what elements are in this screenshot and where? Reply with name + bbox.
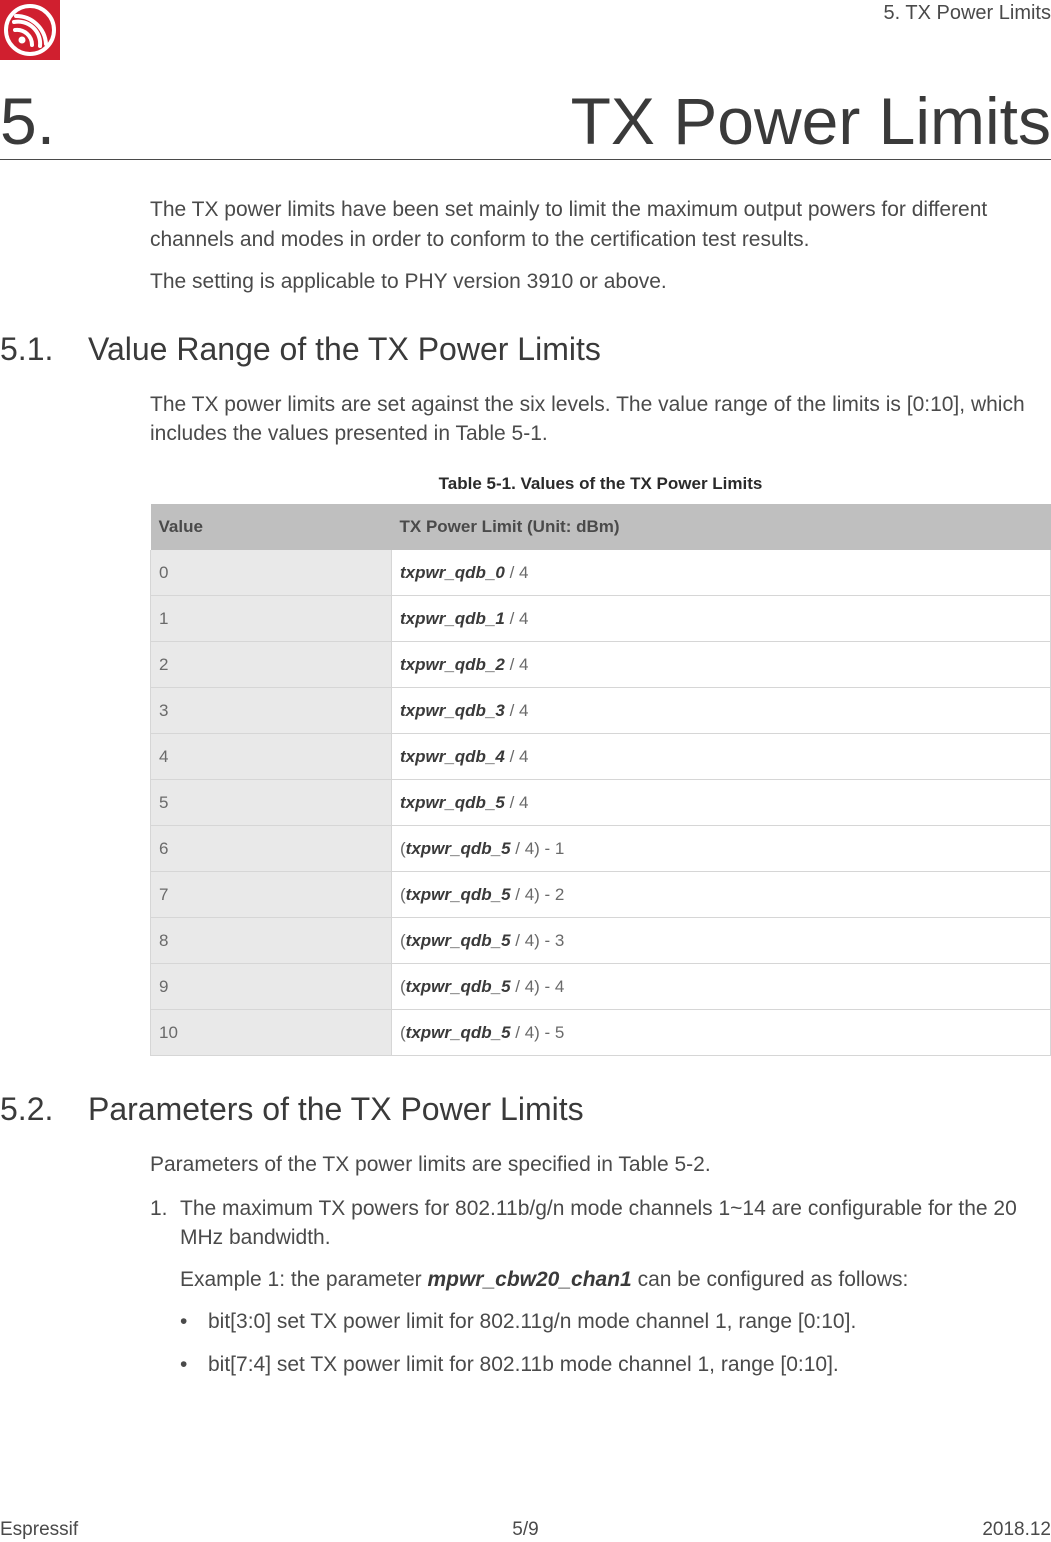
limit-suffix: / 4 — [504, 700, 529, 720]
table-row — [151, 780, 1051, 826]
table-cell-limit — [392, 550, 1051, 596]
limit-suffix: / 4 — [504, 608, 529, 628]
limit-suffix: / 4 — [504, 654, 529, 674]
table-cell-limit — [392, 964, 1051, 1010]
table-cell-value: 7 — [151, 872, 392, 918]
limit-variable: txpwr_qdb_0 — [400, 562, 505, 582]
limit-variable: txpwr_qdb_2 — [400, 654, 505, 674]
tx-power-limits-table — [150, 504, 1051, 1056]
section-2-paragraph: Parameters of the TX power limits are specified in Table 5-2. — [150, 1153, 711, 1176]
table-cell-limit — [392, 688, 1051, 734]
limit-variable: txpwr_qdb_5 — [405, 976, 511, 996]
espressif-logo-icon — [0, 0, 60, 60]
table-cell-value: 3 — [151, 688, 392, 734]
table-cell-value: 9 — [151, 964, 392, 1010]
limit-variable: txpwr_qdb_3 — [400, 700, 505, 720]
section-1-title: Value Range of the TX Power Limits — [88, 331, 601, 367]
intro-paragraph-1: The TX power limits have been set mainly to limit the maximum output powers for different channels and modes in order to conform to the certification test results. — [150, 198, 988, 251]
limit-prefix: ( — [400, 930, 406, 950]
table-cell-value: 2 — [151, 642, 392, 688]
table-row — [151, 642, 1051, 688]
espressif-logo — [0, 0, 60, 60]
table-caption: Table 5-1. Values of the TX Power Limits — [438, 474, 763, 493]
table-cell-limit — [392, 734, 1051, 780]
table-header-limit: TX Power Limit (Unit: dBm) — [392, 504, 1051, 550]
table-cell-value: 0 — [151, 550, 392, 596]
limit-suffix: / 4) - 2 — [510, 884, 565, 904]
table-cell-limit — [392, 780, 1051, 826]
limit-prefix: ( — [400, 976, 406, 996]
bullet-item: bit[7:4] set TX power limit for 802.11b mode channel 1, range [0:10]. — [208, 1353, 839, 1376]
intro-paragraph-2: The setting is applicable to PHY version 3910 or above. — [150, 270, 667, 293]
section-2-title: Parameters of the TX Power Limits — [88, 1091, 584, 1127]
bullet-marker: • — [180, 1310, 188, 1333]
limit-suffix: / 4) - 4 — [510, 976, 565, 996]
table-cell-value: 4 — [151, 734, 392, 780]
table-row — [151, 734, 1051, 780]
limit-suffix: / 4) - 5 — [510, 1022, 565, 1042]
table-row — [151, 826, 1051, 872]
table-row — [151, 918, 1051, 964]
table-cell-limit — [392, 872, 1051, 918]
table-row — [151, 964, 1051, 1010]
example-paragraph — [180, 1265, 1048, 1294]
chapter-number: 5. — [0, 84, 56, 158]
limit-prefix: ( — [400, 884, 406, 904]
bullet-item: bit[3:0] set TX power limit for 802.11g/n mode channel 1, range [0:10]. — [208, 1310, 857, 1333]
footer-company: Espressif — [0, 1519, 79, 1540]
example-parameter: mpwr_cbw20_chan1 — [427, 1268, 632, 1291]
chapter-divider — [0, 159, 1051, 160]
table-row — [151, 1010, 1051, 1056]
table-cell-value: 10 — [151, 1010, 392, 1056]
limit-variable: txpwr_qdb_5 — [400, 792, 505, 812]
limit-suffix: / 4 — [504, 562, 529, 582]
limit-variable: txpwr_qdb_4 — [400, 746, 505, 766]
table-cell-value: 8 — [151, 918, 392, 964]
bullet-marker: • — [180, 1353, 188, 1376]
limit-prefix: ( — [400, 838, 406, 858]
table-cell-value: 6 — [151, 826, 392, 872]
table-row — [151, 550, 1051, 596]
table-row — [151, 872, 1051, 918]
table-header-value: Value — [151, 504, 392, 550]
limit-suffix: / 4 — [504, 746, 529, 766]
limit-suffix: / 4 — [504, 792, 529, 812]
footer-page-number: 5/9 — [512, 1519, 539, 1540]
list-item-number: 1. — [150, 1197, 168, 1220]
footer-date: 2018.12 — [982, 1519, 1051, 1540]
section-1-number: 5.1. — [0, 331, 54, 367]
table-cell-limit — [392, 596, 1051, 642]
table-cell-limit — [392, 826, 1051, 872]
chapter-title: TX Power Limits — [570, 84, 1051, 158]
limit-prefix: ( — [400, 1022, 406, 1042]
table-cell-limit — [392, 1010, 1051, 1056]
limit-variable: txpwr_qdb_5 — [405, 1022, 511, 1042]
limit-variable: txpwr_qdb_5 — [405, 884, 511, 904]
section-1-paragraph: The TX power limits are set against the six levels. The value range of the limits is [0:10], which includes the values presented in Table 5-1. — [150, 393, 1025, 445]
table-cell-limit — [392, 918, 1051, 964]
table-cell-limit — [392, 642, 1051, 688]
limit-variable: txpwr_qdb_5 — [405, 838, 511, 858]
example-prefix: Example 1: the parameter — [180, 1268, 428, 1291]
table-row — [151, 688, 1051, 734]
table-cell-value: 1 — [151, 596, 392, 642]
limit-variable: txpwr_qdb_5 — [405, 930, 511, 950]
example-suffix: can be configured as follows: — [631, 1268, 909, 1291]
table-cell-value: 5 — [151, 780, 392, 826]
table-header-row — [151, 504, 1051, 550]
running-header: 5. TX Power Limits — [883, 2, 1051, 24]
section-2-number: 5.2. — [0, 1091, 54, 1127]
table-row — [151, 596, 1051, 642]
limit-suffix: / 4) - 3 — [510, 930, 565, 950]
limit-variable: txpwr_qdb_1 — [400, 608, 505, 628]
limit-suffix: / 4) - 1 — [510, 838, 565, 858]
list-item-text: The maximum TX powers for 802.11b/g/n mode channels 1~14 are configurable for the 20 MHz bandwidth. — [180, 1197, 1017, 1249]
